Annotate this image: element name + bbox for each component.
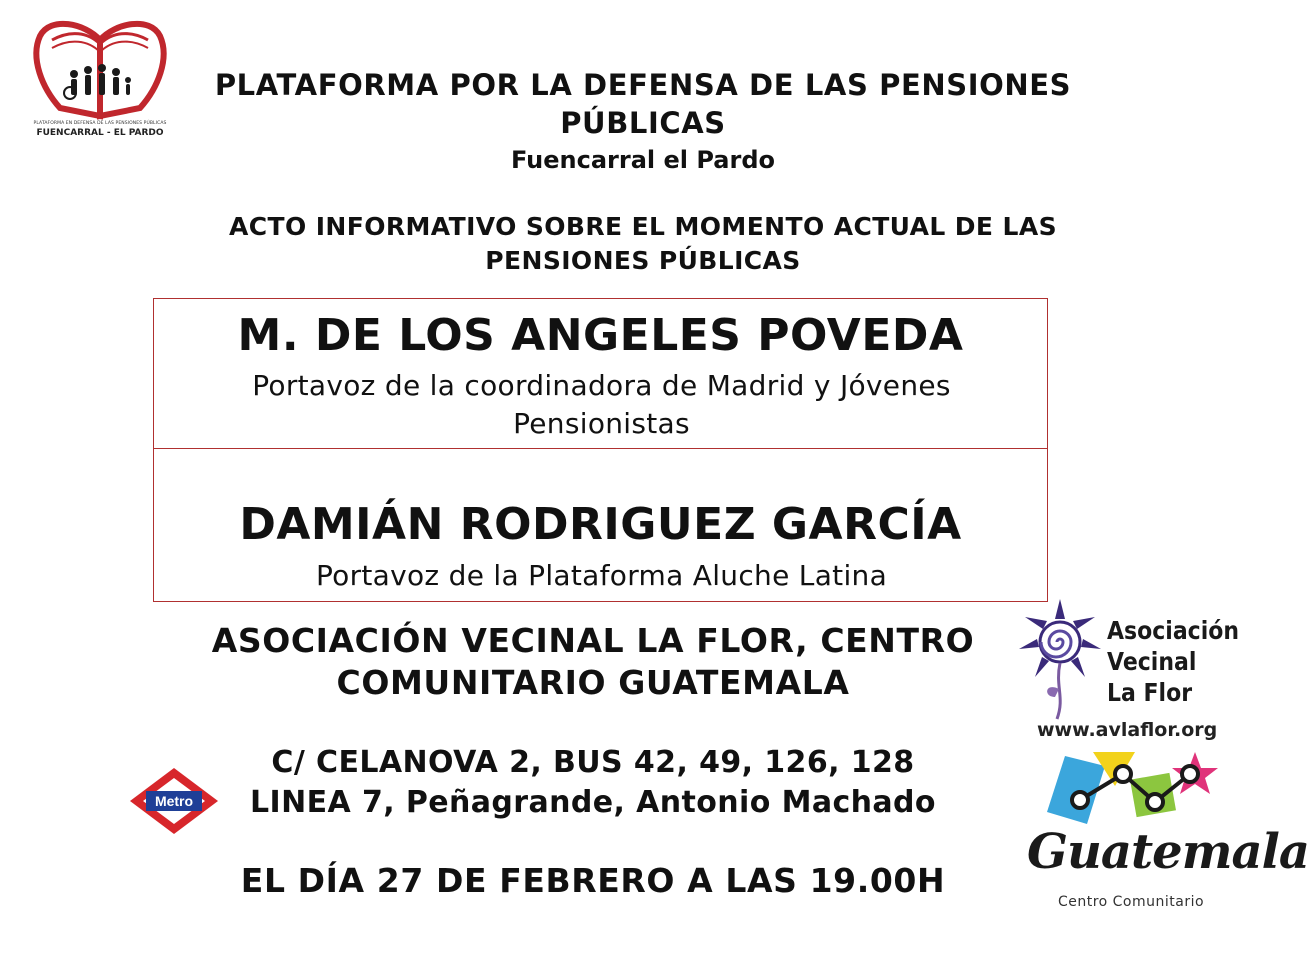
metro-logo <box>128 766 220 836</box>
address-line1: C/ CELANOVA 2, BUS 42, 49, 126, 128 <box>271 745 915 780</box>
laflor-name-line1: Asociación <box>1107 616 1240 645</box>
metro-label: Metro <box>154 793 194 809</box>
speaker-1-role-line2: Pensionistas <box>513 407 690 440</box>
plataforma-logo-caption: FUENCARRAL - EL PARDO <box>36 128 164 138</box>
laflor-name-line2: Vecinal <box>1107 647 1197 676</box>
speakers-divider <box>154 448 1047 449</box>
address-line2: LINEA 7, Peñagrande, Antonio Machado <box>250 785 936 820</box>
speaker-2-role <box>194 557 1009 595</box>
address <box>220 743 966 823</box>
plataforma-logo-small-caption: PLATAFORMA EN DEFENSA DE LAS PENSIONES PÚBLICAS <box>33 121 167 126</box>
speaker-1-role-line1: Portavoz de la coordinadora de Madrid y Jóvenes <box>252 369 951 402</box>
heart-book-icon <box>30 18 170 122</box>
page-title-line1: PLATAFORMA POR LA DEFENSA DE LAS PENSIONES <box>214 68 1072 102</box>
speakers-box <box>153 298 1048 602</box>
speaker-2-name: DAMIÁN RODRIGUEZ GARCÍA <box>239 499 962 550</box>
event-date: EL DÍA 27 DE FEBRERO A LAS 19.00H <box>240 861 946 900</box>
page-title-line2: PÚBLICAS <box>560 106 726 140</box>
event-title <box>160 210 1126 278</box>
metro-icon <box>128 766 220 836</box>
speaker-1-name: M. DE LOS ANGELES POVEDA <box>237 310 964 361</box>
page-subtitle: Fuencarral el Pardo <box>510 146 776 174</box>
venue-line1: ASOCIACIÓN VECINAL LA FLOR, CENTRO <box>211 621 975 660</box>
laflor-logo <box>1015 597 1255 745</box>
speaker-2-role-line1: Portavoz de la Plataforma Aluche Latina <box>315 559 888 592</box>
plataforma-logo <box>30 18 170 136</box>
venue-line2: COMUNITARIO GUATEMALA <box>336 663 850 702</box>
guatemala-subtitle: Centro Comunitario <box>1057 894 1205 910</box>
venue <box>170 620 1016 704</box>
laflor-url: www.avlaflor.org <box>1037 719 1218 741</box>
guatemala-word: Guatemala <box>1027 824 1309 880</box>
event-title-line2: PENSIONES PÚBLICAS <box>485 246 801 275</box>
event-title-line1: ACTO INFORMATIVO SOBRE EL MOMENTO ACTUAL DE LAS <box>229 212 1057 241</box>
page-title <box>170 66 1116 142</box>
laflor-name <box>1107 615 1239 708</box>
laflor-name-line3: La Flor <box>1107 678 1193 707</box>
flower-spiral-icon <box>1015 597 1105 722</box>
guatemala-logo <box>1025 748 1309 918</box>
speaker-1-role <box>194 367 1009 443</box>
